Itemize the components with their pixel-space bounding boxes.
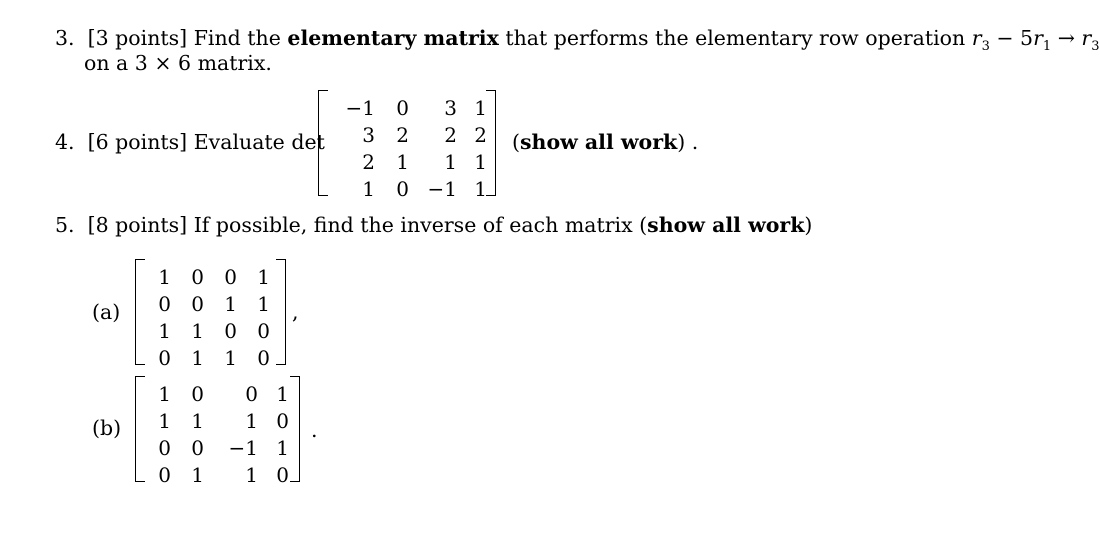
det-matrix-cell: −1 (345, 96, 375, 120)
det-matrix-row (329, 122, 487, 149)
det-matrix-row (329, 149, 487, 176)
part-b-matrix-row (146, 462, 289, 489)
part-b-label: (b) (92, 416, 122, 440)
question-3-line-2: on a 3 × 6 matrix. (84, 51, 272, 75)
part-a-matrix-row (146, 264, 270, 291)
part-a-matrix-cell: 1 (224, 346, 237, 370)
part-a-matrix-cell: 0 (257, 319, 270, 343)
question-5-bold: show all work (647, 213, 805, 237)
part-a-matrix-cell: 1 (257, 265, 270, 289)
question-3-bold-term: elementary matrix (287, 26, 499, 50)
det-matrix-cell: 2 (474, 123, 487, 147)
question-4-points: [6 points] (87, 130, 188, 154)
row-operation: $r_3 - 5r_1 \to r_3$ (971, 26, 1100, 55)
part-a-matrix-cell: 0 (224, 319, 237, 343)
part-b-matrix-cell: 1 (158, 409, 171, 433)
part-b-matrix-cell: 0 (158, 436, 171, 460)
det-matrix-cell: 0 (396, 96, 409, 120)
part-b-matrix-cell: 0 (245, 382, 258, 406)
determinant-matrix (318, 90, 496, 201)
det-matrix-row (329, 176, 487, 203)
part-a-matrix-cell: 1 (257, 292, 270, 316)
det-matrix-cell: 2 (444, 123, 457, 147)
part-b-matrix-row (146, 381, 289, 408)
det-matrix-cell: 2 (396, 123, 409, 147)
part-a-label: (a) (92, 300, 121, 324)
question-5-text: If possible, find the inverse of each matrix ( (193, 213, 648, 237)
det-matrix-cell: 1 (474, 177, 487, 201)
part-b-matrix-cell: 0 (276, 409, 289, 433)
part-a-matrix (135, 259, 286, 370)
part-a-matrix-row (146, 318, 270, 345)
det-matrix-cell: 1 (444, 150, 457, 174)
part-a-matrix-row (146, 345, 270, 372)
part-a-matrix-cell: 1 (191, 319, 204, 343)
show-work-note-q4: (show all work) . (512, 130, 699, 154)
part-b-matrix-cell: 0 (191, 382, 204, 406)
question-5-number: 5. (55, 213, 75, 237)
det-matrix-cell: 0 (396, 177, 409, 201)
part-b-matrix-cell: 0 (191, 436, 204, 460)
question-3-points: [3 points] (87, 26, 188, 50)
det-matrix-cell: 1 (362, 177, 375, 201)
det-matrix-cell: 2 (362, 150, 375, 174)
part-b-matrix-row (146, 408, 289, 435)
part-a-matrix-cell: 0 (158, 292, 171, 316)
question-3-number: 3. (55, 26, 75, 50)
det-matrix-cell: 3 (362, 123, 375, 147)
question-4-label (55, 130, 325, 154)
part-b-matrix-cell: 1 (191, 409, 204, 433)
part-a-matrix-cell: 0 (191, 292, 204, 316)
part-a-matrix-cell: 0 (158, 346, 171, 370)
part-a-matrix-row (146, 291, 270, 318)
det-matrix-cell: −1 (427, 177, 457, 201)
part-b-matrix-cell: 1 (158, 382, 171, 406)
det-matrix-row (329, 95, 487, 122)
part-b-matrix (135, 376, 300, 487)
part-b-matrix-cell: −1 (228, 436, 258, 460)
question-5-points: [8 points] (87, 213, 188, 237)
det-matrix-cell: 1 (474, 150, 487, 174)
det-matrix-cell: 1 (474, 96, 487, 120)
det-matrix-cell: 3 (444, 96, 457, 120)
part-b-matrix-cell: 1 (276, 382, 289, 406)
part-b-period: . (311, 418, 318, 442)
question-4-number: 4. (55, 130, 75, 154)
part-a-matrix-cell: 1 (158, 319, 171, 343)
part-b-matrix-row (146, 435, 289, 462)
part-a-matrix-cell: 1 (158, 265, 171, 289)
part-b-matrix-cell: 1 (245, 409, 258, 433)
part-a-matrix-cell: 0 (257, 346, 270, 370)
question-5-line: 5. [8 points] If possible, find the inverse of each matrix (show all work) (55, 213, 813, 237)
part-a-matrix-cell: 1 (191, 346, 204, 370)
part-b-matrix-cell: 1 (245, 463, 258, 487)
question-3-text-before: Find the (193, 26, 281, 50)
part-a-matrix-cell: 0 (191, 265, 204, 289)
question-4-text: Evaluate det (193, 130, 325, 154)
part-b-matrix-cell: 1 (276, 436, 289, 460)
part-a-matrix-cell: 1 (224, 292, 237, 316)
part-a-comma: , (292, 300, 299, 324)
part-a-matrix-cell: 0 (224, 265, 237, 289)
part-b-matrix-cell: 1 (191, 463, 204, 487)
question-3-text-after: that performs the elementary row operation (505, 26, 966, 50)
part-b-matrix-cell: 0 (276, 463, 289, 487)
part-b-matrix-cell: 0 (158, 463, 171, 487)
det-matrix-cell: 1 (396, 150, 409, 174)
